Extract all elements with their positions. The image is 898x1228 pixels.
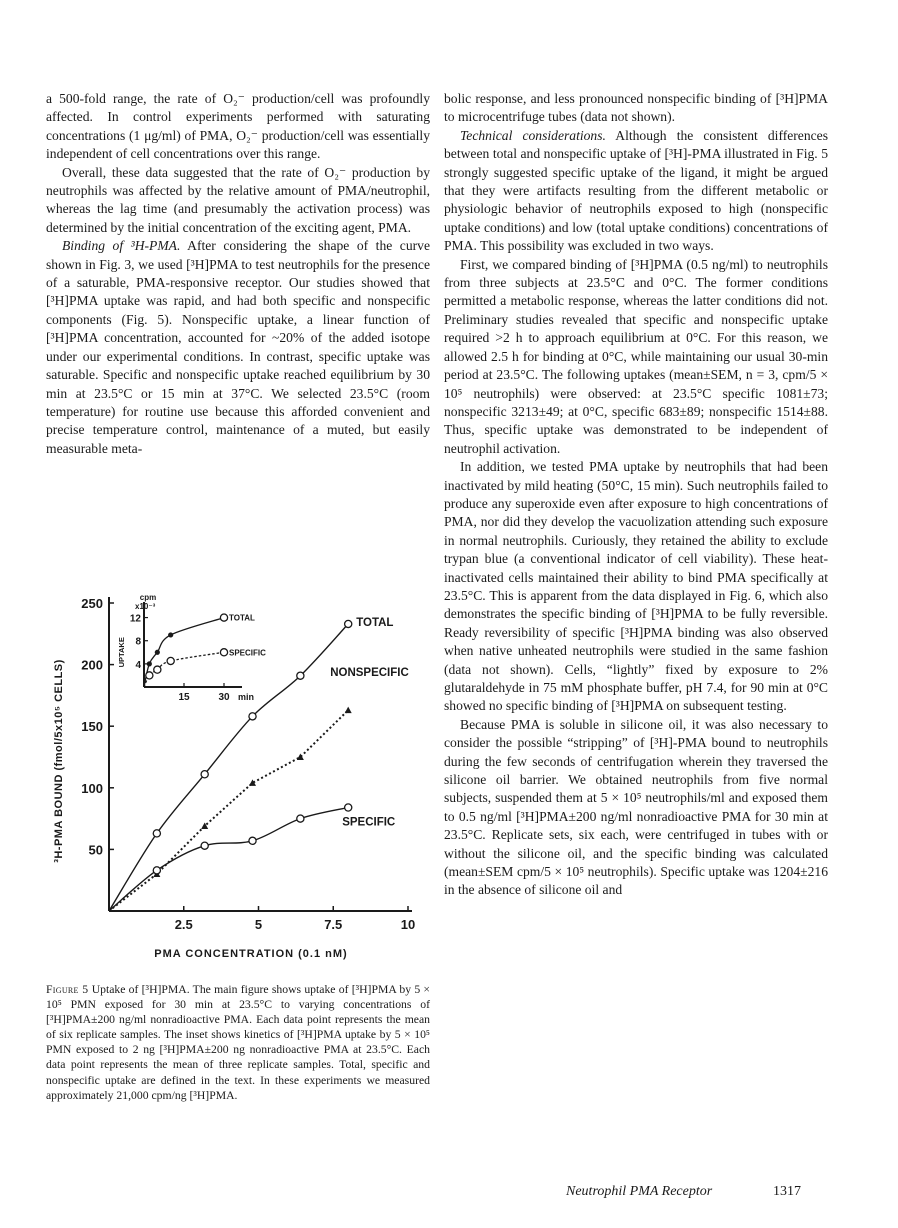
- paragraph-text: Overall, these data suggested that the rate of O₂⁻ production by neutrophils was affected by the relative amount of PMA/neutrophil, whereas the lag time (and presumably the activation process) was determined by the initial concentration of the exciting agent, PMA.: [46, 164, 430, 235]
- paragraph-text: Although the consistent differences between total and nonspecific uptake of [³H]-PMA illustrated in Fig. 5 strongly suggested specific uptake of the ligand, it might be argued that they were artifacts resulting from the different metabolic or physiologic behavior of neutrophils exposed to high (nonspecific uptake conditions) and low (total uptake conditions) concentrations of PMA. This possibility was excluded in two ways.: [444, 127, 828, 254]
- running-head: Neutrophil PMA Receptor: [566, 1184, 713, 1199]
- y-tick-label: 50: [88, 842, 103, 858]
- section-heading: Technical considerations.: [460, 127, 606, 143]
- y-axis-label: ³H-PMA BOUND (fmol/5x10⁵ CELLS): [53, 659, 65, 863]
- y-tick-label: 100: [81, 780, 103, 796]
- right-column: [444, 90, 828, 900]
- x-tick-label: 10: [400, 917, 416, 932]
- paragraph-r3: [444, 256, 828, 458]
- x-tick-label: 2.5: [174, 917, 193, 932]
- data-point-specific: [153, 867, 160, 874]
- data-point-nonspecific: [297, 754, 304, 761]
- x-axis-label: PMA CONCENTRATION (0.1 nM): [154, 948, 348, 960]
- series-line-specific: [109, 808, 348, 912]
- paragraph-p2: [46, 164, 430, 238]
- y-tick-label: 250: [81, 596, 103, 611]
- data-point-total: [249, 713, 256, 720]
- paragraph-text: a 500-fold range, the rate of O₂⁻ production/cell was profoundly affected. In control experiments performed with saturating concentrations (1 μg/ml) of PMA, O₂⁻ production/cell was essentially independent of cell concentrations over this range.: [46, 91, 430, 162]
- inset-series-label-specific: SPECIFIC: [229, 648, 266, 658]
- y-tick-label: 150: [81, 719, 103, 735]
- paragraph-r2: [444, 127, 828, 256]
- paragraph-p1: [46, 90, 430, 164]
- y-tick-label: 200: [81, 657, 103, 673]
- paragraph-p3: [46, 237, 430, 458]
- caption-label: Figure 5: [46, 983, 89, 996]
- inset-y-tick-label: 12: [129, 613, 141, 625]
- paragraph-r5: [444, 716, 828, 900]
- inset-chart: [117, 593, 266, 703]
- data-point-nonspecific: [345, 707, 352, 714]
- figure-5: [46, 592, 430, 972]
- data-point-specific: [201, 842, 208, 849]
- paragraph-text: First, we compared binding of [³H]PMA (0.5 ng/ml) to neutrophils from three subjects at 23.5°C and 0°C. The former conditions permitted a metabolic response, whereas the latter conditions did not. Preliminary studies revealed that specific and nonspecific uptake required >2 h to approach equilibrium at 0°C. For this reason, we allowed 2.5 h for binding at 0°C, while maintaining our usual 30-min period at 23.5°C. The following uptakes (mean±SEM, n = 3, cpm/5 × 10⁵ neutrophils) were observed: at 23.5°C specific 1081±73; nonspecific 3213±49; at 0°C, specific 683±89; nonspecific 1514±88. Thus, specific uptake was demonstrated to be independent of neutrophil activation.: [444, 256, 828, 456]
- paragraph-text: Because PMA is soluble in silicone oil, it was also necessary to consider the possible “stripping” of [³H]-PMA bound to neutrophils during the few seconds of centrifugation wherein they traversed the silicone oil barrier. We obtained neutrophils from five normal subjects, suspended them at 5 × 10⁵ neutrophils/ml and exposed them to 0.5 ng/ml [³H]PMA±200 ng/ml nonradioactive PMA for 30 min at 23.5°C. Replicate sets, six each, were centrifuged in tubes with or without the silicone oil, and the specific binding was calculated (mean±SEM cpm/5 × 10⁵ neutrophils). Specific uptake was 1204±216 in the absence of silicone oil and: [444, 716, 828, 898]
- paragraph-text: In addition, we tested PMA uptake by neutrophils that had been inactivated by mild heating (50°C, 15 min). Such neutrophils failed to produce any superoxide even after exposure to high concentrations of PMA, nor did they develop the vacuolization attending such exposure in normal neutrophils. Curiously, they retained the ability to exclude trypan blue (a conventional indicator of cell viability). These heat-inactivated cells maintained their ability to bind PMA specifically at 23.5°C. This is apparent from the data displayed in Fig. 6, which also demonstrates the specific binding of [³H]PMA to be fully reversible. Ready reversibility of specific [³H]PMA binding was also observed when native unheated neutrophils were studied in the same fashion (data not shown). Cells, “lightly” fixed by exposure to 2% glutaraldehyde in 75 mM phosphate buffer, pH 7.4, for 90 min at 0°C showed no specific binding of [³H]PMA on subsequent testing.: [444, 459, 828, 714]
- section-heading: Binding of ³H-PMA.: [62, 238, 181, 254]
- x-tick-label: 7.5: [324, 917, 343, 932]
- inset-data-point-total: [220, 614, 227, 621]
- inset-series-label-total: TOTAL: [229, 613, 255, 623]
- inset-data-point-total: [168, 632, 173, 637]
- data-point-specific: [297, 815, 304, 822]
- series-line-nonspecific: [109, 710, 348, 911]
- paragraph-r1: [444, 90, 828, 127]
- paragraph-text: bolic response, and less pronounced nonspecific binding of [³H]PMA to microcentrifuge tubes (data not shown).: [444, 91, 828, 125]
- caption-text: Uptake of [³H]PMA. The main figure shows uptake of [³H]PMA by 5 × 10⁵ PMN exposed for 30 min at 23.5°C to varying concentrations of [³H]PMA±200 ng/ml nonradioactive PMA. Each data point represents the mean of six replicate samples. The inset shows kinetics of [³H]PMA uptake by 5 × 10⁵ PMN exposed to 2 ng [³H]PMA±200 ng nonradioactive PMA at 23.5°C. Each data point represents the mean of three replicate samples. Total, specific and nonspecific uptake are defined in the text. In these experiments we measured approximately 21,000 cpm/ng [³H]PMA.: [46, 983, 431, 1102]
- data-point-total: [201, 771, 208, 778]
- data-point-total: [345, 620, 352, 627]
- inset-data-point-specific: [154, 666, 161, 673]
- page-number: 1317: [773, 1184, 801, 1199]
- inset-data-point-total: [147, 661, 152, 666]
- inset-x-axis-label: min: [238, 692, 255, 702]
- data-point-total: [153, 830, 160, 837]
- inset-y-scale: x10⁻³: [135, 602, 156, 611]
- paragraph-text: After considering the shape of the curve shown in Fig. 3, we used [³H]PMA to test neutrophils for the presence of a saturable, PMA-responsive receptor. Our studies showed that [³H]PMA uptake was rapid, and had both specific and nonspecific components (Fig. 5). Nonspecific uptake, a linear function of [³H]PMA concentration, accounted for ~20% of the added isotope under our experimental conditions. In contrast, specific uptake was saturable. Specific and nonspecific uptake reached equilibrium by 30 min at 23.5°C or 15 min at 37°C. We selected 23.5°C (room temperature) for routine use because this afforded convenient and precise temperature control, maintenance of a muted, but easily measurable meta-: [46, 238, 430, 456]
- inset-data-point-specific: [167, 657, 174, 664]
- series-label-specific: SPECIFIC: [342, 816, 396, 829]
- inset-y-tick-label: 4: [135, 659, 141, 671]
- inset-y-axis-label: UPTAKE: [117, 637, 126, 668]
- inset-x-tick-label: 30: [218, 692, 230, 703]
- inset-data-point-specific: [220, 649, 227, 656]
- figure-caption: [46, 982, 430, 1103]
- inset-x-tick-label: 15: [178, 692, 190, 703]
- data-point-specific: [249, 837, 256, 844]
- x-tick-label: 5: [254, 917, 263, 932]
- inset-y-tick-label: 8: [135, 636, 141, 648]
- inset-data-point-specific: [146, 672, 153, 679]
- series-label-total: TOTAL: [356, 616, 394, 629]
- figure-5-chart: [46, 592, 430, 972]
- paragraph-r4: [444, 458, 828, 716]
- inset-data-point-total: [155, 650, 160, 655]
- inset-y-unit: cpm: [139, 593, 157, 602]
- data-point-specific: [345, 804, 352, 811]
- left-column: [46, 90, 430, 458]
- data-point-total: [297, 672, 304, 679]
- series-label-nonspecific: NONSPECIFIC: [330, 667, 409, 680]
